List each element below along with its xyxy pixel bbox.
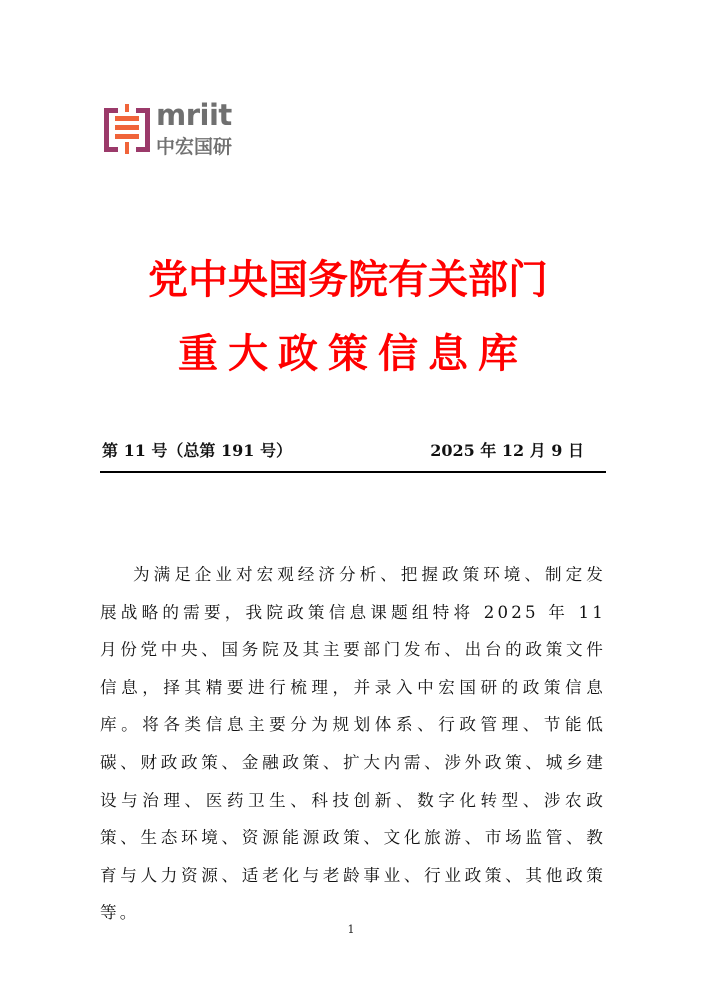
- mriit-logo-icon: [104, 104, 150, 152]
- intro-paragraph: 为满足企业对宏观经济分析、把握政策环境、制定发展战略的需要，我院政策信息课题组特将 2025 年 11 月份党中央、国务院及其主要部门发布、出台的政策文件信息，择其精要进行梳理，并录入中宏国研的政策信息库。将各类信息主要分为规划体系、行政管理、节能低碳、财政政策、金融政策、扩大内需、涉外政策、城乡建设与治理、医药卫生、科技创新、数字化转型、涉农政策、生态环境、资源能源政策、文化旅游、市场监管、教育与人力资源、适老化与老龄事业、行业政策、其他政策等。: [100, 565, 606, 923]
- header-divider: [100, 471, 606, 473]
- page-number: 1: [347, 923, 355, 936]
- logo-chinese-text: 中宏国研: [156, 136, 233, 158]
- document-title-line-1: 党中央国务院有关部门: [148, 257, 548, 303]
- issue-date: 2025 年 12 月 9 日: [430, 441, 584, 460]
- issue-number: 第 11 号（总第 191 号）: [102, 441, 292, 460]
- issue-info-row: [102, 438, 606, 462]
- document-title-line-2: 重大政策信息库: [178, 331, 528, 377]
- logo-english-text: mriit: [156, 98, 232, 132]
- logo: [104, 98, 244, 158]
